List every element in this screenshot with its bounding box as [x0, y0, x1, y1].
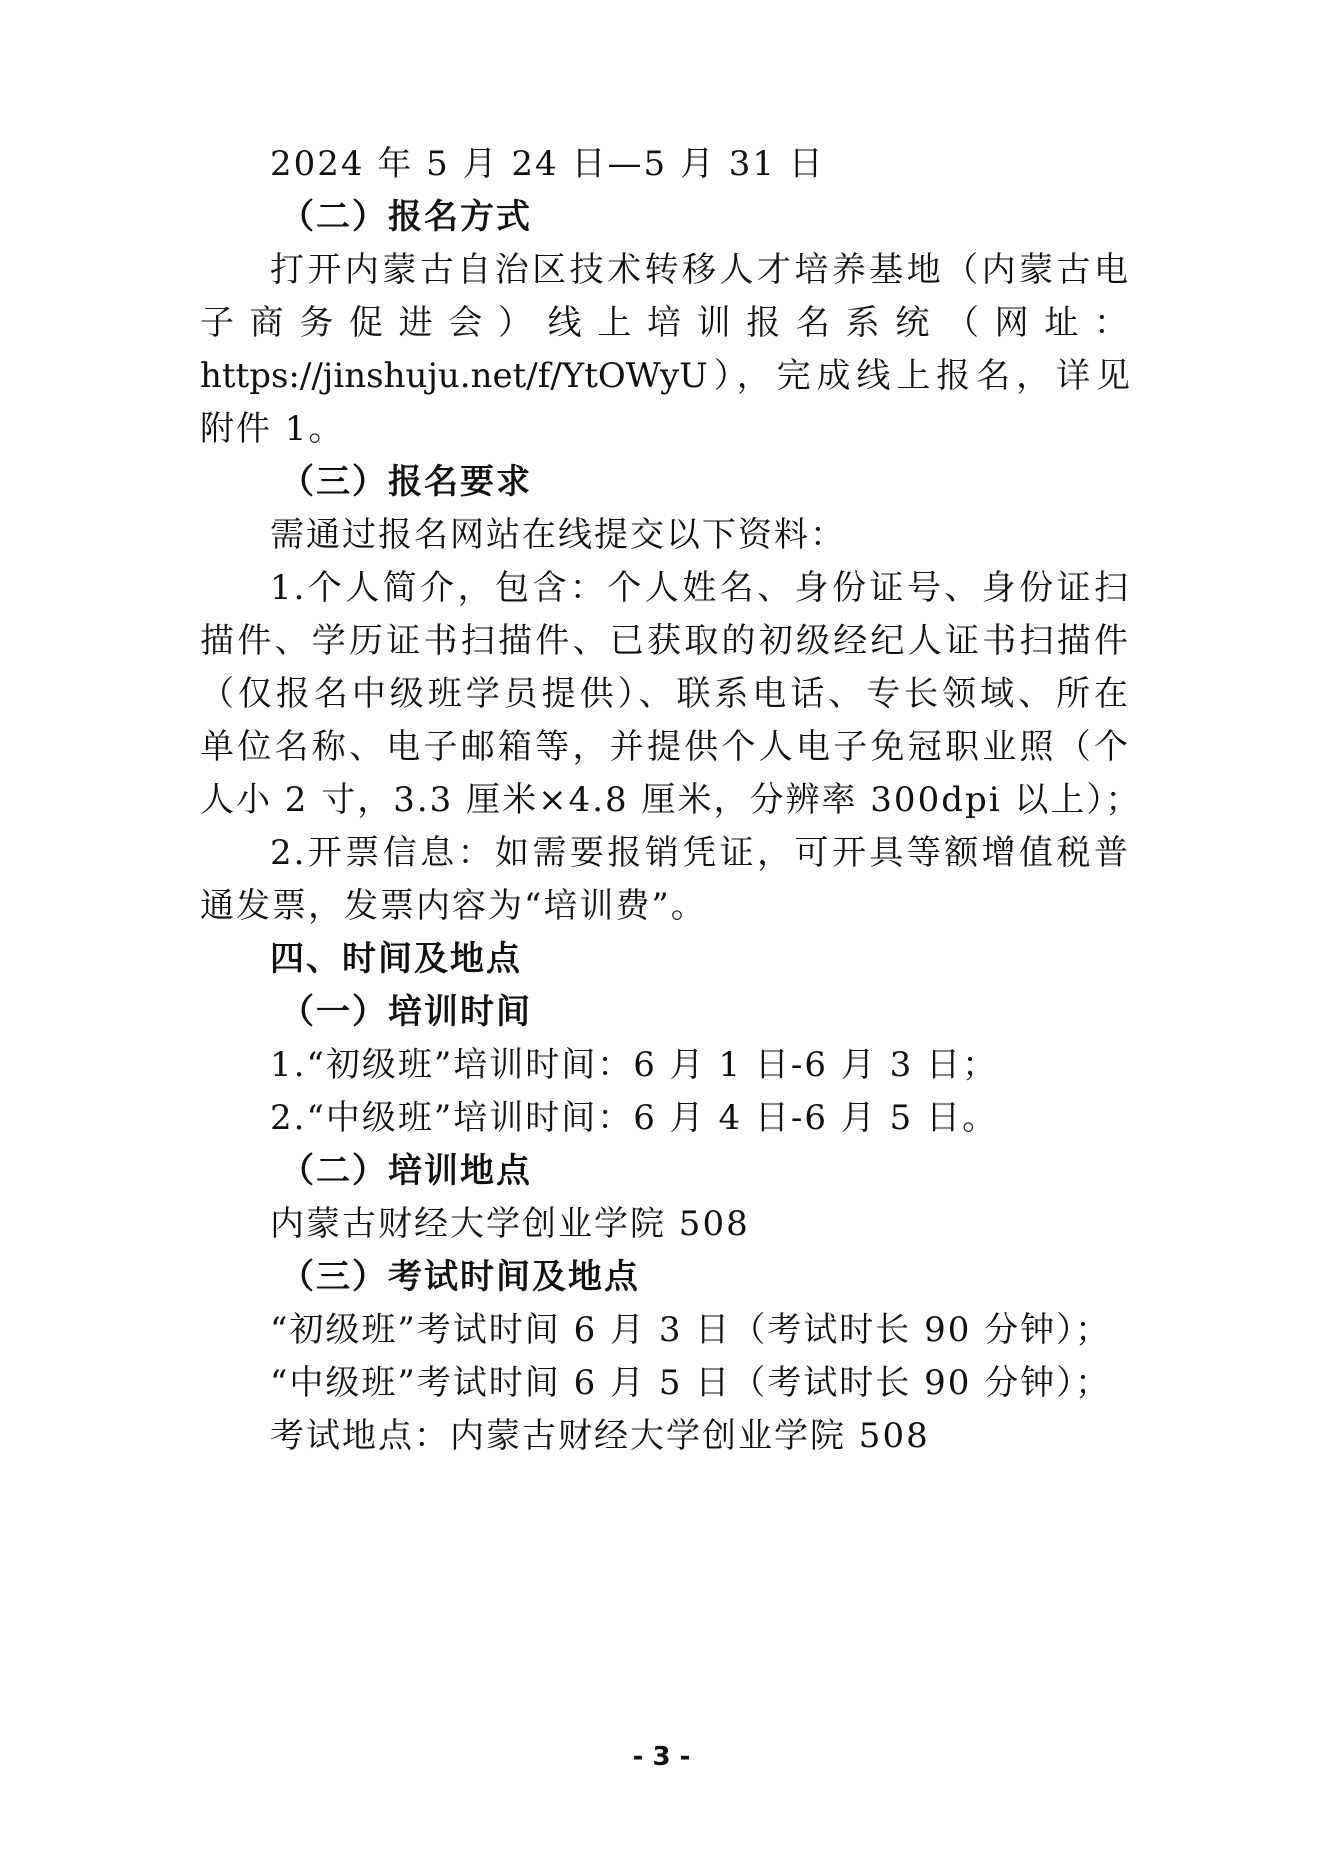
- registration-date-range: 2024 年 5 月 24 日—5 月 31 日: [270, 144, 825, 184]
- list-item: 1.“初级班”培训时间：6 月 1 日-6 月 3 日；: [270, 1045, 999, 1085]
- page-number: - 3 -: [632, 1742, 691, 1772]
- paragraph-line: 描件、学历证书扫描件、已获取的初级经纪人证书扫描件: [200, 621, 1130, 661]
- paragraph-line: （仅报名中级班学员提供）、联系电话、专长领域、所在: [200, 674, 1130, 714]
- subheading-registration-method: （二）报名方式: [280, 197, 532, 237]
- exam-time-line: “初级班”考试时间 6 月 3 日（考试时长 90 分钟）；: [270, 1310, 1112, 1350]
- list-item: 1.个人简介，包含：个人姓名、身份证号、身份证扫: [270, 568, 1130, 608]
- list-item: 2.开票信息：如需要报销凭证，可开具等额增值税普: [270, 833, 1130, 873]
- paragraph-line: 通发票，发票内容为“培训费”。: [200, 886, 707, 926]
- list-item: 2.“中级班”培训时间：6 月 4 日-6 月 5 日。: [270, 1098, 999, 1138]
- subheading-training-location: （二）培训地点: [280, 1151, 532, 1191]
- paragraph-line: 附件 1。: [200, 409, 345, 449]
- subheading-training-time: （一）培训时间: [280, 992, 532, 1032]
- paragraph-line: 人小 2 寸，3.3 厘米×4.8 厘米，分辨率 300dpi 以上）；: [200, 780, 1142, 820]
- subheading-exam-time-location: （三）考试时间及地点: [280, 1257, 640, 1297]
- exam-time-line: “中级班”考试时间 6 月 5 日（考试时长 90 分钟）；: [270, 1363, 1112, 1403]
- subheading-registration-requirements: （三）报名要求: [280, 462, 532, 502]
- paragraph-line: 单位名称、电子邮箱等，并提供个人电子免冠职业照（个: [200, 727, 1130, 767]
- exam-location: 考试地点：内蒙古财经大学创业学院 508: [270, 1416, 930, 1456]
- registration-url-line: https://jinshuju.net/f/YtOWyU），完成线上报名，详见: [200, 356, 1130, 396]
- paragraph-line: 子商务促进会）线上培训报名系统（网址：: [200, 303, 1130, 343]
- section-heading-time-location: 四、时间及地点: [270, 939, 522, 979]
- paragraph-line: 打开内蒙古自治区技术转移人才培养基地（内蒙古电: [270, 250, 1130, 290]
- paragraph-line: 需通过报名网站在线提交以下资料：: [270, 515, 846, 555]
- training-location: 内蒙古财经大学创业学院 508: [270, 1204, 750, 1244]
